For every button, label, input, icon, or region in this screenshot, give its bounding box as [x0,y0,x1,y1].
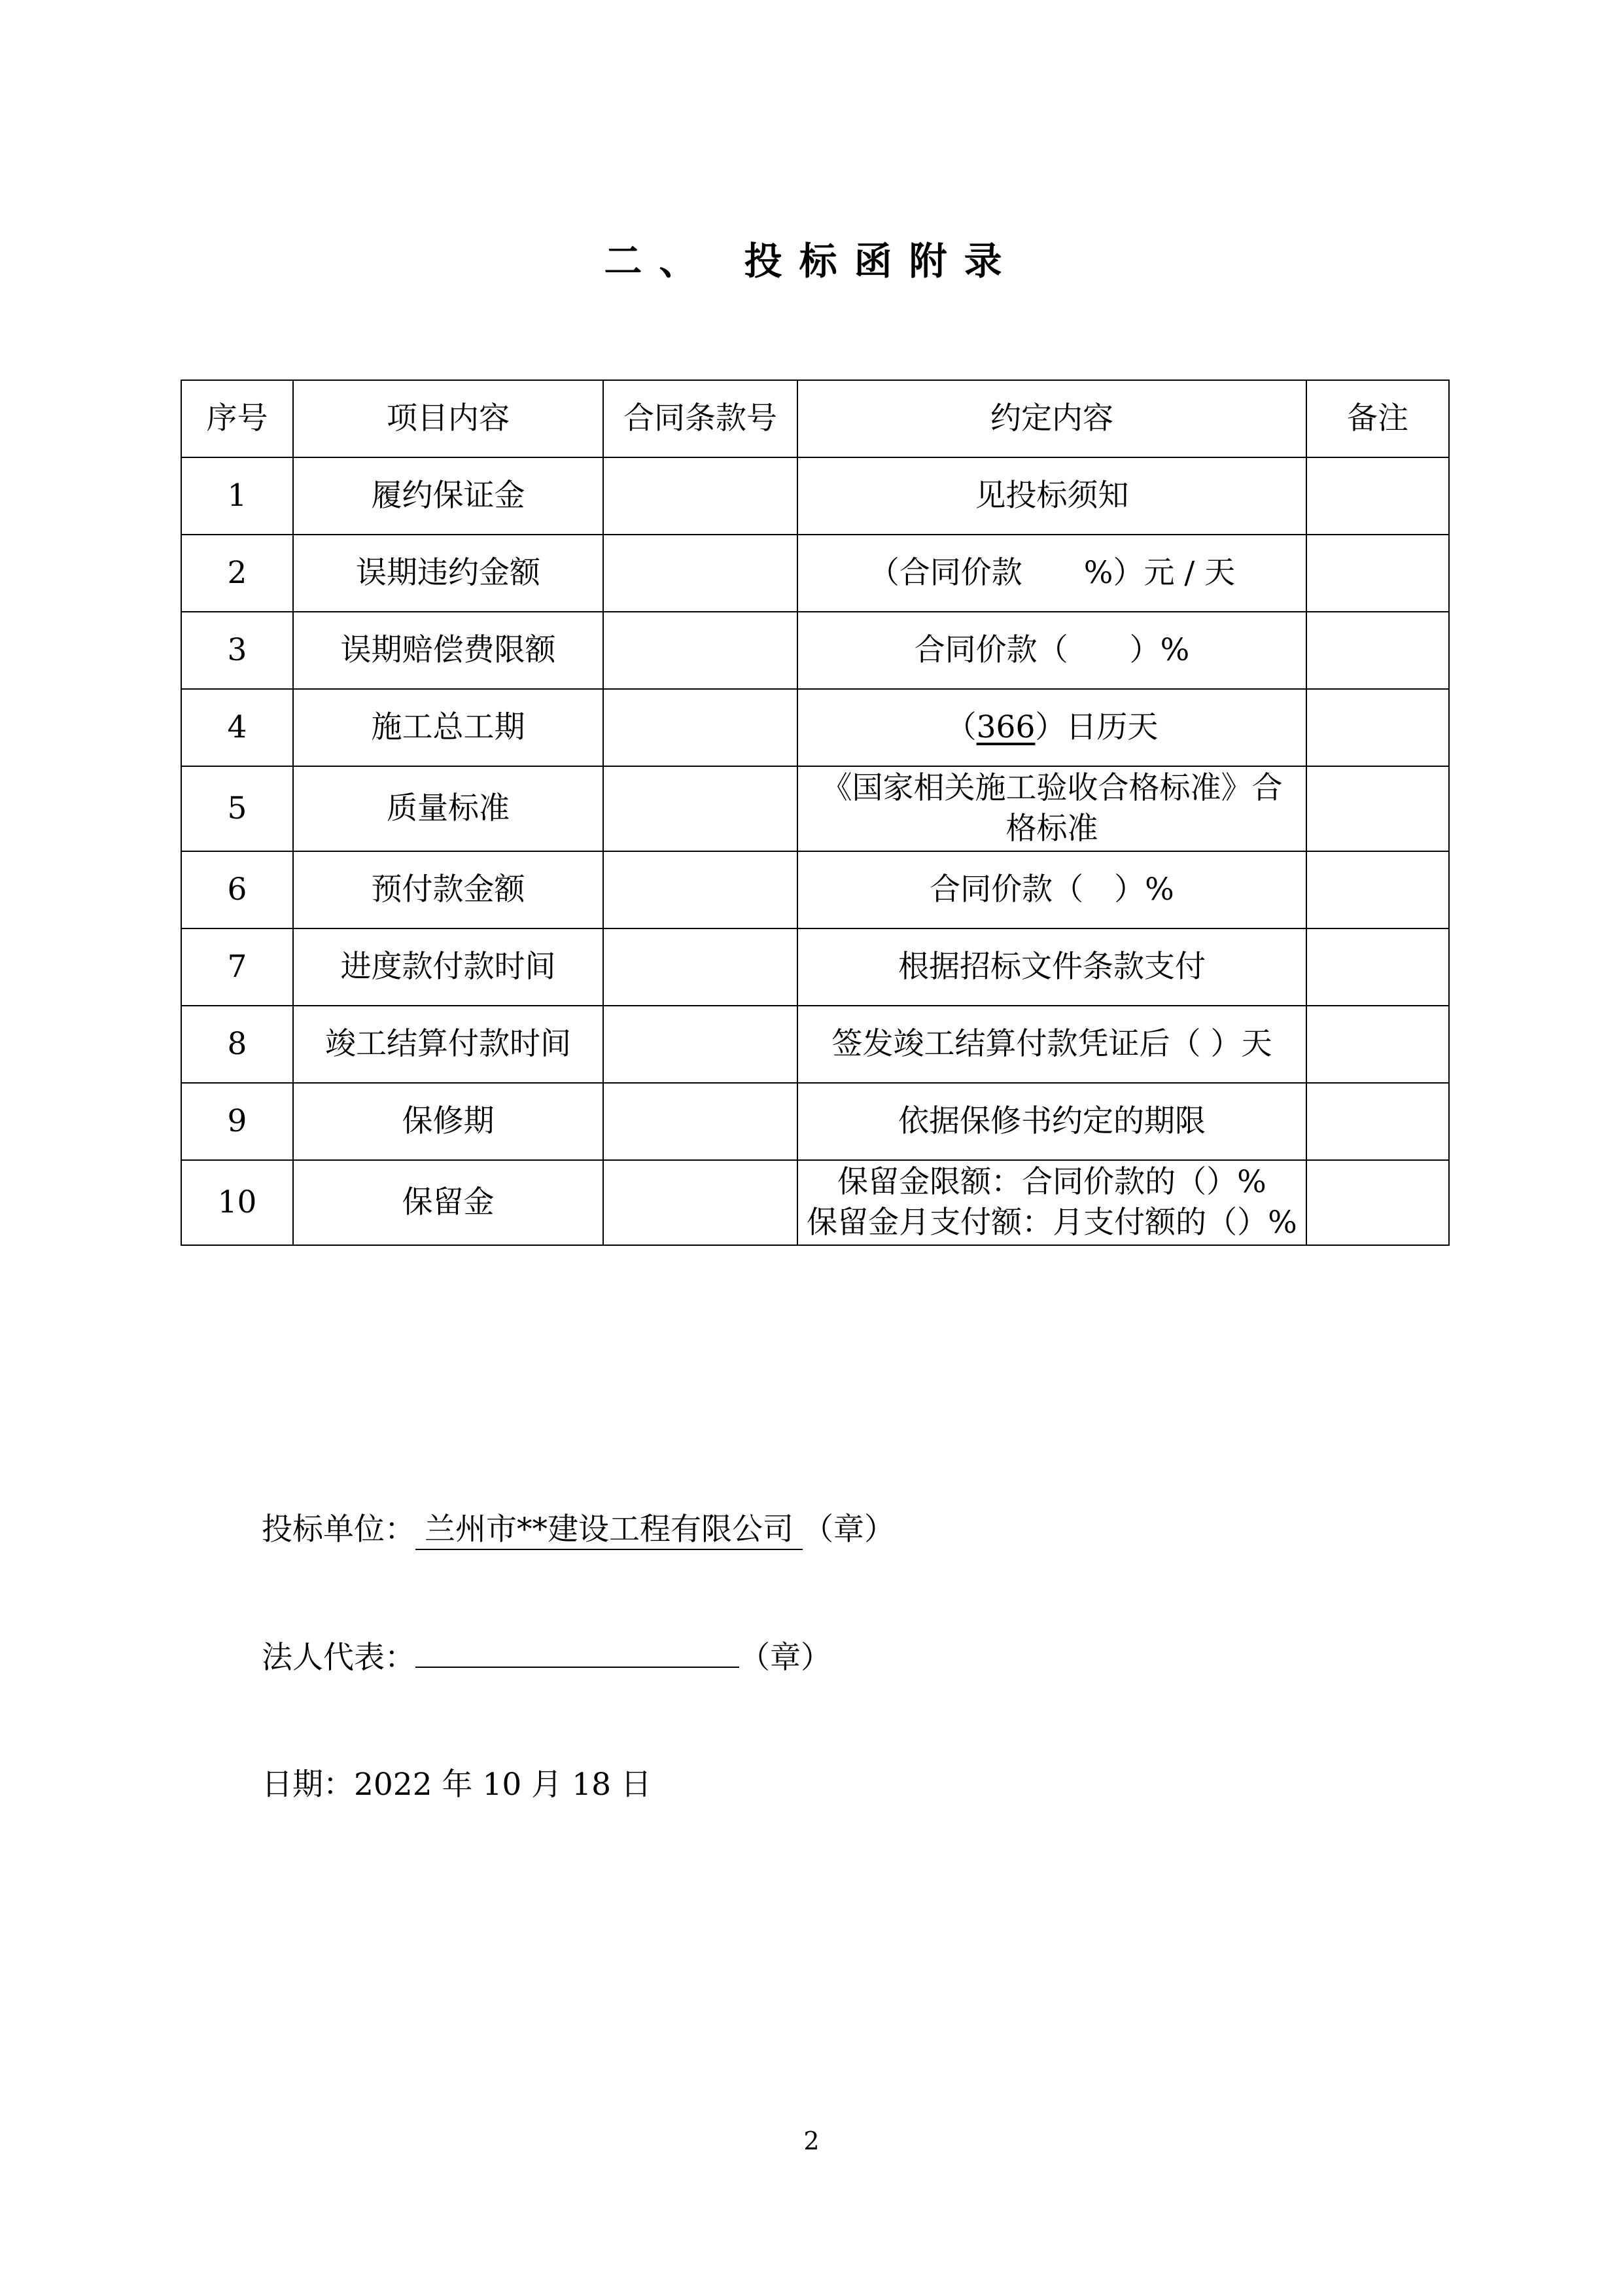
cell-clause [603,928,797,1006]
cell-content: 合同价款（ ）% [797,851,1306,928]
content-line: 格标准 [1005,811,1098,847]
cell-clause [603,766,797,851]
legal-rep-line [262,1633,831,1677]
cell-clause [603,851,797,928]
cell-content [797,689,1306,766]
cell-no: 2 [181,535,293,612]
page-number: 2 [803,2127,820,2155]
cell-no: 5 [181,766,293,851]
header-clause: 合同条款号 [603,380,797,457]
cell-item: 质量标准 [293,766,603,851]
header-content: 约定内容 [797,380,1306,457]
appendix-table [181,380,1450,1246]
cell-item: 误期违约金额 [293,535,603,612]
cell-remark [1306,1006,1449,1083]
table-row [181,535,1449,612]
cell-content: 依据保修书约定的期限 [797,1083,1306,1160]
table-row [181,1083,1449,1160]
cell-no: 9 [181,1083,293,1160]
cell-clause [603,1083,797,1160]
table-row [181,851,1449,928]
content-suffix: ）日历天 [1035,709,1159,745]
table-row [181,457,1449,535]
cell-no: 4 [181,689,293,766]
bidder-seal: （章） [803,1511,895,1547]
cell-clause [603,535,797,612]
duration-value: 366 [976,709,1036,745]
table-row [181,1160,1449,1245]
date-line: 日期：2022 年 10 月 18 日 [262,1767,652,1803]
cell-content: 根据招标文件条款支付 [797,928,1306,1006]
cell-item: 施工总工期 [293,689,603,766]
cell-item: 保留金 [293,1160,603,1245]
page-title: 二、 投标函附录 [604,239,1019,283]
header-remark: 备注 [1306,380,1449,457]
table-row [181,1006,1449,1083]
cell-remark [1306,457,1449,535]
cell-remark [1306,612,1449,689]
cell-remark [1306,1160,1449,1245]
cell-item: 保修期 [293,1083,603,1160]
cell-remark [1306,928,1449,1006]
cell-item: 竣工结算付款时间 [293,1006,603,1083]
bidder-value: 兰州市**建设工程有限公司 [415,1511,803,1550]
cell-remark [1306,766,1449,851]
cell-content: 见投标须知 [797,457,1306,535]
content-prefix: （ [945,709,977,745]
bidder-label: 投标单位： [262,1511,415,1547]
cell-no: 6 [181,851,293,928]
table-row [181,928,1449,1006]
cell-content [797,766,1306,851]
cell-clause [603,1006,797,1083]
cell-no: 7 [181,928,293,1006]
cell-no: 8 [181,1006,293,1083]
legal-rep-seal: （章） [739,1640,831,1676]
table-header-row [181,380,1449,457]
cell-no: 3 [181,612,293,689]
cell-clause [603,689,797,766]
content-line: 《国家相关施工验收合格标准》合 [821,770,1283,806]
content-line: 保留金月支付额：月支付额的（）% [807,1205,1297,1241]
cell-item: 误期赔偿费限额 [293,612,603,689]
cell-content: 签发竣工结算付款凭证后（ ）天 [797,1006,1306,1083]
cell-content: （合同价款 %）元 / 天 [797,535,1306,612]
cell-item: 履约保证金 [293,457,603,535]
content-line: 保留金限额：合同价款的（）% [837,1164,1266,1200]
header-item: 项目内容 [293,380,603,457]
cell-remark [1306,1083,1449,1160]
bidder-line [262,1505,895,1550]
cell-item: 进度款付款时间 [293,928,603,1006]
table-row [181,612,1449,689]
cell-clause [603,612,797,689]
table-row [181,689,1449,766]
cell-clause [603,457,797,535]
legal-rep-label: 法人代表： [262,1640,415,1676]
cell-remark [1306,535,1449,612]
legal-rep-blank [415,1634,739,1668]
cell-remark [1306,689,1449,766]
table-row [181,766,1449,851]
cell-no: 10 [181,1160,293,1245]
cell-content [797,1160,1306,1245]
cell-content: 合同价款（ ）% [797,612,1306,689]
cell-remark [1306,851,1449,928]
cell-no: 1 [181,457,293,535]
header-no: 序号 [181,380,293,457]
cell-clause [603,1160,797,1245]
cell-item: 预付款金额 [293,851,603,928]
